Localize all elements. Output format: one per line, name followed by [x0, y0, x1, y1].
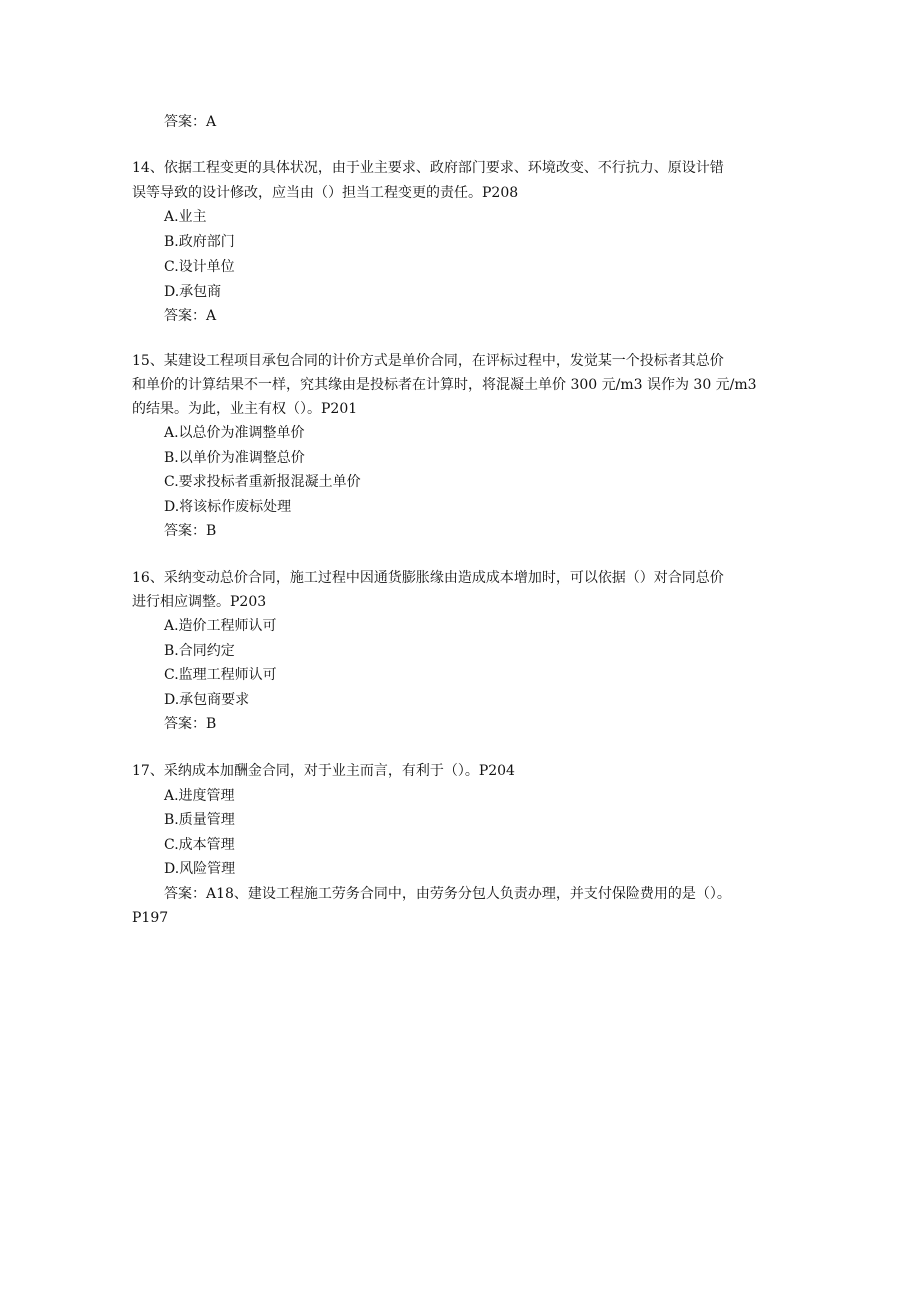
text-line: 误等导致的设计修改，应当由（）担当工程变更的责任。P208 [132, 185, 519, 201]
text-line: C.要求投标者重新报混凝土单价 [164, 474, 361, 490]
text-line: C.监理工程师认可 [164, 667, 277, 683]
text-line: D.风险管理 [164, 861, 236, 877]
text-line: B.质量管理 [164, 812, 235, 828]
text-line: B.政府部门 [164, 234, 235, 250]
text-line: 17、采纳成本加酬金合同，对于业主而言，有利于（）。P204 [132, 763, 515, 779]
text-line: P197 [132, 910, 169, 926]
text-line: 14、依据工程变更的具体状况，由于业主要求、政府部门要求、环境改变、不行抗力、原设计错 [132, 160, 724, 176]
text-line: 答案：A [164, 308, 217, 324]
text-line: 15、某建设工程项目承包合同的计价方式是单价合同，在评标过程中，发觉某一个投标者其总价 [132, 353, 724, 369]
text-line: B.合同约定 [164, 643, 235, 659]
text-line: A.进度管理 [164, 788, 235, 804]
text-line: 的结果。为此，业主有权（）。P201 [132, 401, 358, 417]
text-line: 16、采纳变动总价合同，施工过程中因通货膨胀缘由造成成本增加时，可以依据（）对合同总价 [132, 570, 724, 586]
text-line: 答案：B [164, 716, 217, 732]
text-line: D.承包商要求 [164, 692, 250, 708]
text-line: 和单价的计算结果不一样，究其缘由是投标者在计算时，将混凝土单价 300 元/m3 误作为 30 元/m3 [132, 377, 757, 393]
text-line: A.以总价为准调整单价 [164, 425, 305, 441]
text-line: 进行相应调整。P203 [132, 594, 267, 610]
text-line: A.业主 [164, 209, 207, 225]
text-line: 答案：A18、建设工程施工劳务合同中，由劳务分包人负责办理，并支付保险费用的是（）。 [164, 886, 731, 902]
text-line: B.以单价为准调整总价 [164, 450, 305, 466]
text-line: 答案：A [164, 114, 217, 130]
text-line: C.设计单位 [164, 259, 235, 275]
text-line: 答案：B [164, 523, 217, 539]
text-line: C.成本管理 [164, 837, 235, 853]
text-line: A.造价工程师认可 [164, 618, 277, 634]
text-line: D.将该标作废标处理 [164, 499, 292, 515]
text-line: D.承包商 [164, 284, 222, 300]
